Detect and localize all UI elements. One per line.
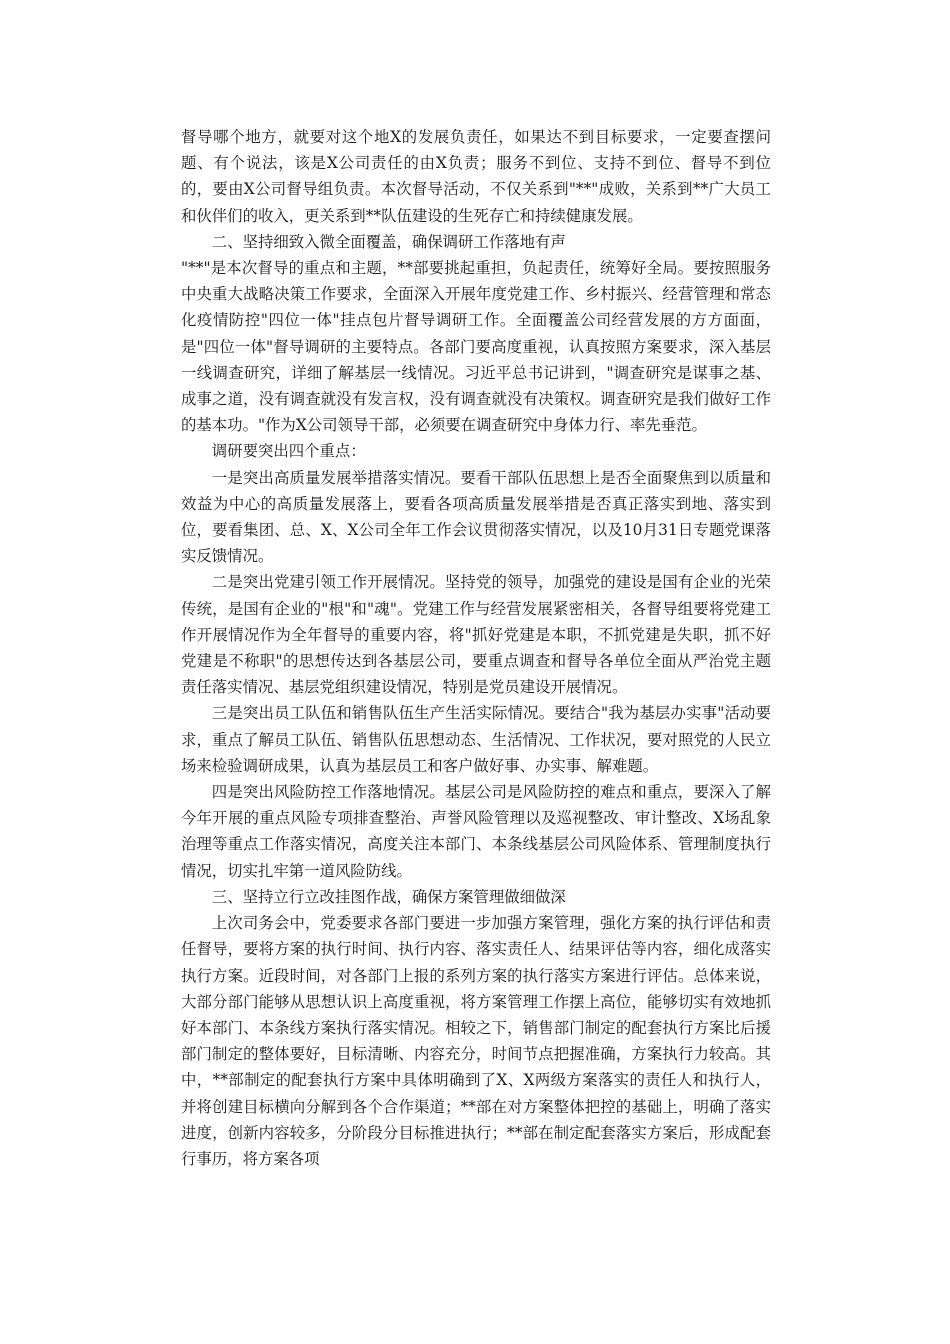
paragraph-10: 上次司务会中，党委要求各部门要进一步加强方案管理，强化方案的执行评估和责任督导，要将方案的执行时间、执行内容、落实责任人、结果评估等内容，细化成落实执行方案。近段时间，对各部门上报的系列方案的执行落实方案进行评估。总体来说，大部分部门能够从思想认识上高度重视，将方案管理工作摆上高位，能够切实有效地抓好本部门、本条线方案执行落实情况。相较之下，销售部门制定的配套执行方案比后援部门制定的整体要好，目标清晰、内容充分，时间节点把握准确，方案执行力较高。其中，**部制定的配套执行方案中具体明确到了X、X两级方案落实的责任人和执行人，并将创建目标横向分解到各个合作渠道；**部在对方案整体把控的基础上，明确了落实进度，创新内容较多，分阶段分目标推进执行；**部在制定配套落实方案后，形成配套行事历，将方案各项 [181, 914, 771, 1168]
paragraph-8: 四是突出风险防控工作落地情况。基层公司是风险防控的难点和重点，要深入了解今年开展的重点风险专项排查整治、声誉风险管理以及巡视整改、审计整改、X场乱象治理等重点工作落实情况，高度关注本部门、本条线基层公司风险体系、管理制度执行情况，切实扎牢第一道风险防线。 [181, 783, 771, 880]
paragraph-1: 督导哪个地方，就要对这个地X的发展负责任，如果达不到目标要求，一定要查摆问题、有个说法，该是X公司责任的由X负责；服务不到位、支持不到位、督导不到位的，要由X公司督导组负责。本次督导活动，不仅关系到"**"成败，关系到**广大员工和伙伴们的收入，更关系到**队伍建设的生死存亡和持续健康发展。 [181, 128, 771, 225]
section-heading-2: 二、坚持细致入微全面覆盖，确保调研工作落地有声 [211, 232, 566, 251]
paragraph-3: "**"是本次督导的重点和主题，**部要挑起重担，负起责任，统筹好全局。要按照服务中央重大战略决策工作要求，全面深入开展年度党建工作、乡村振兴、经营管理和常态化疫情防控"四位一体"挂点包片督导调研工作。全面覆盖公司经营发展的方方面面，是"四位一体"督导调研的主要特点。各部门要高度重视，认真按照方案要求，深入基层一线调查研究，详细了解基层一线情况。习近平总书记讲到，"调查研究是谋事之基、成事之道，没有调查就没有发言权，没有调查就没有决策权。调查研究是我们做好工作的基本功。"作为X公司领导干部，必须要在调查研究中身体力行、率先垂范。 [181, 259, 771, 435]
section-heading-3: 三、坚持立行立改挂图作战，确保方案管理做细做深 [211, 887, 566, 906]
paragraph-5: 一是突出高质量发展举措落实情况。要看干部队伍思想上是否全面聚焦到以质量和效益为中心的高质量发展落上，要看各项高质量发展举措是否真正落实到地、落实到位，要看集团、总、X、X公司全年工作会议贯彻落实情况，以及10月31日专题党课落实反馈情况。 [181, 468, 771, 566]
paragraph-7: 三是突出员工队伍和销售队伍生产生活实际情况。要结合"我为基层办实事"活动要求，重点了解员工队伍、销售队伍思想动态、生活情况、工作状况，要对照党的人民立场来检验调研成果，认真为基层员工和客户做好事、办实事、解难题。 [181, 704, 771, 775]
paragraph-6: 二是突出党建引领工作开展情况。坚持党的领导，加强党的建设是国有企业的光荣传统，是国有企业的"根"和"魂"。党建工作与经营发展紧密相关，各督导组要将党建工作开展情况作为全年督导的重要内容，将"抓好党建是本职，不抓党建是失职，抓不好党建是不称职"的思想传达到各基层公司，要重点调查和督导各单位全面从严治党主题责任落实情况、基层党组织建设情况，特别是党员建设开展情况。 [181, 573, 771, 697]
paragraph-4: 调研要突出四个重点： [211, 442, 366, 461]
document-page [181, 124, 771, 1172]
